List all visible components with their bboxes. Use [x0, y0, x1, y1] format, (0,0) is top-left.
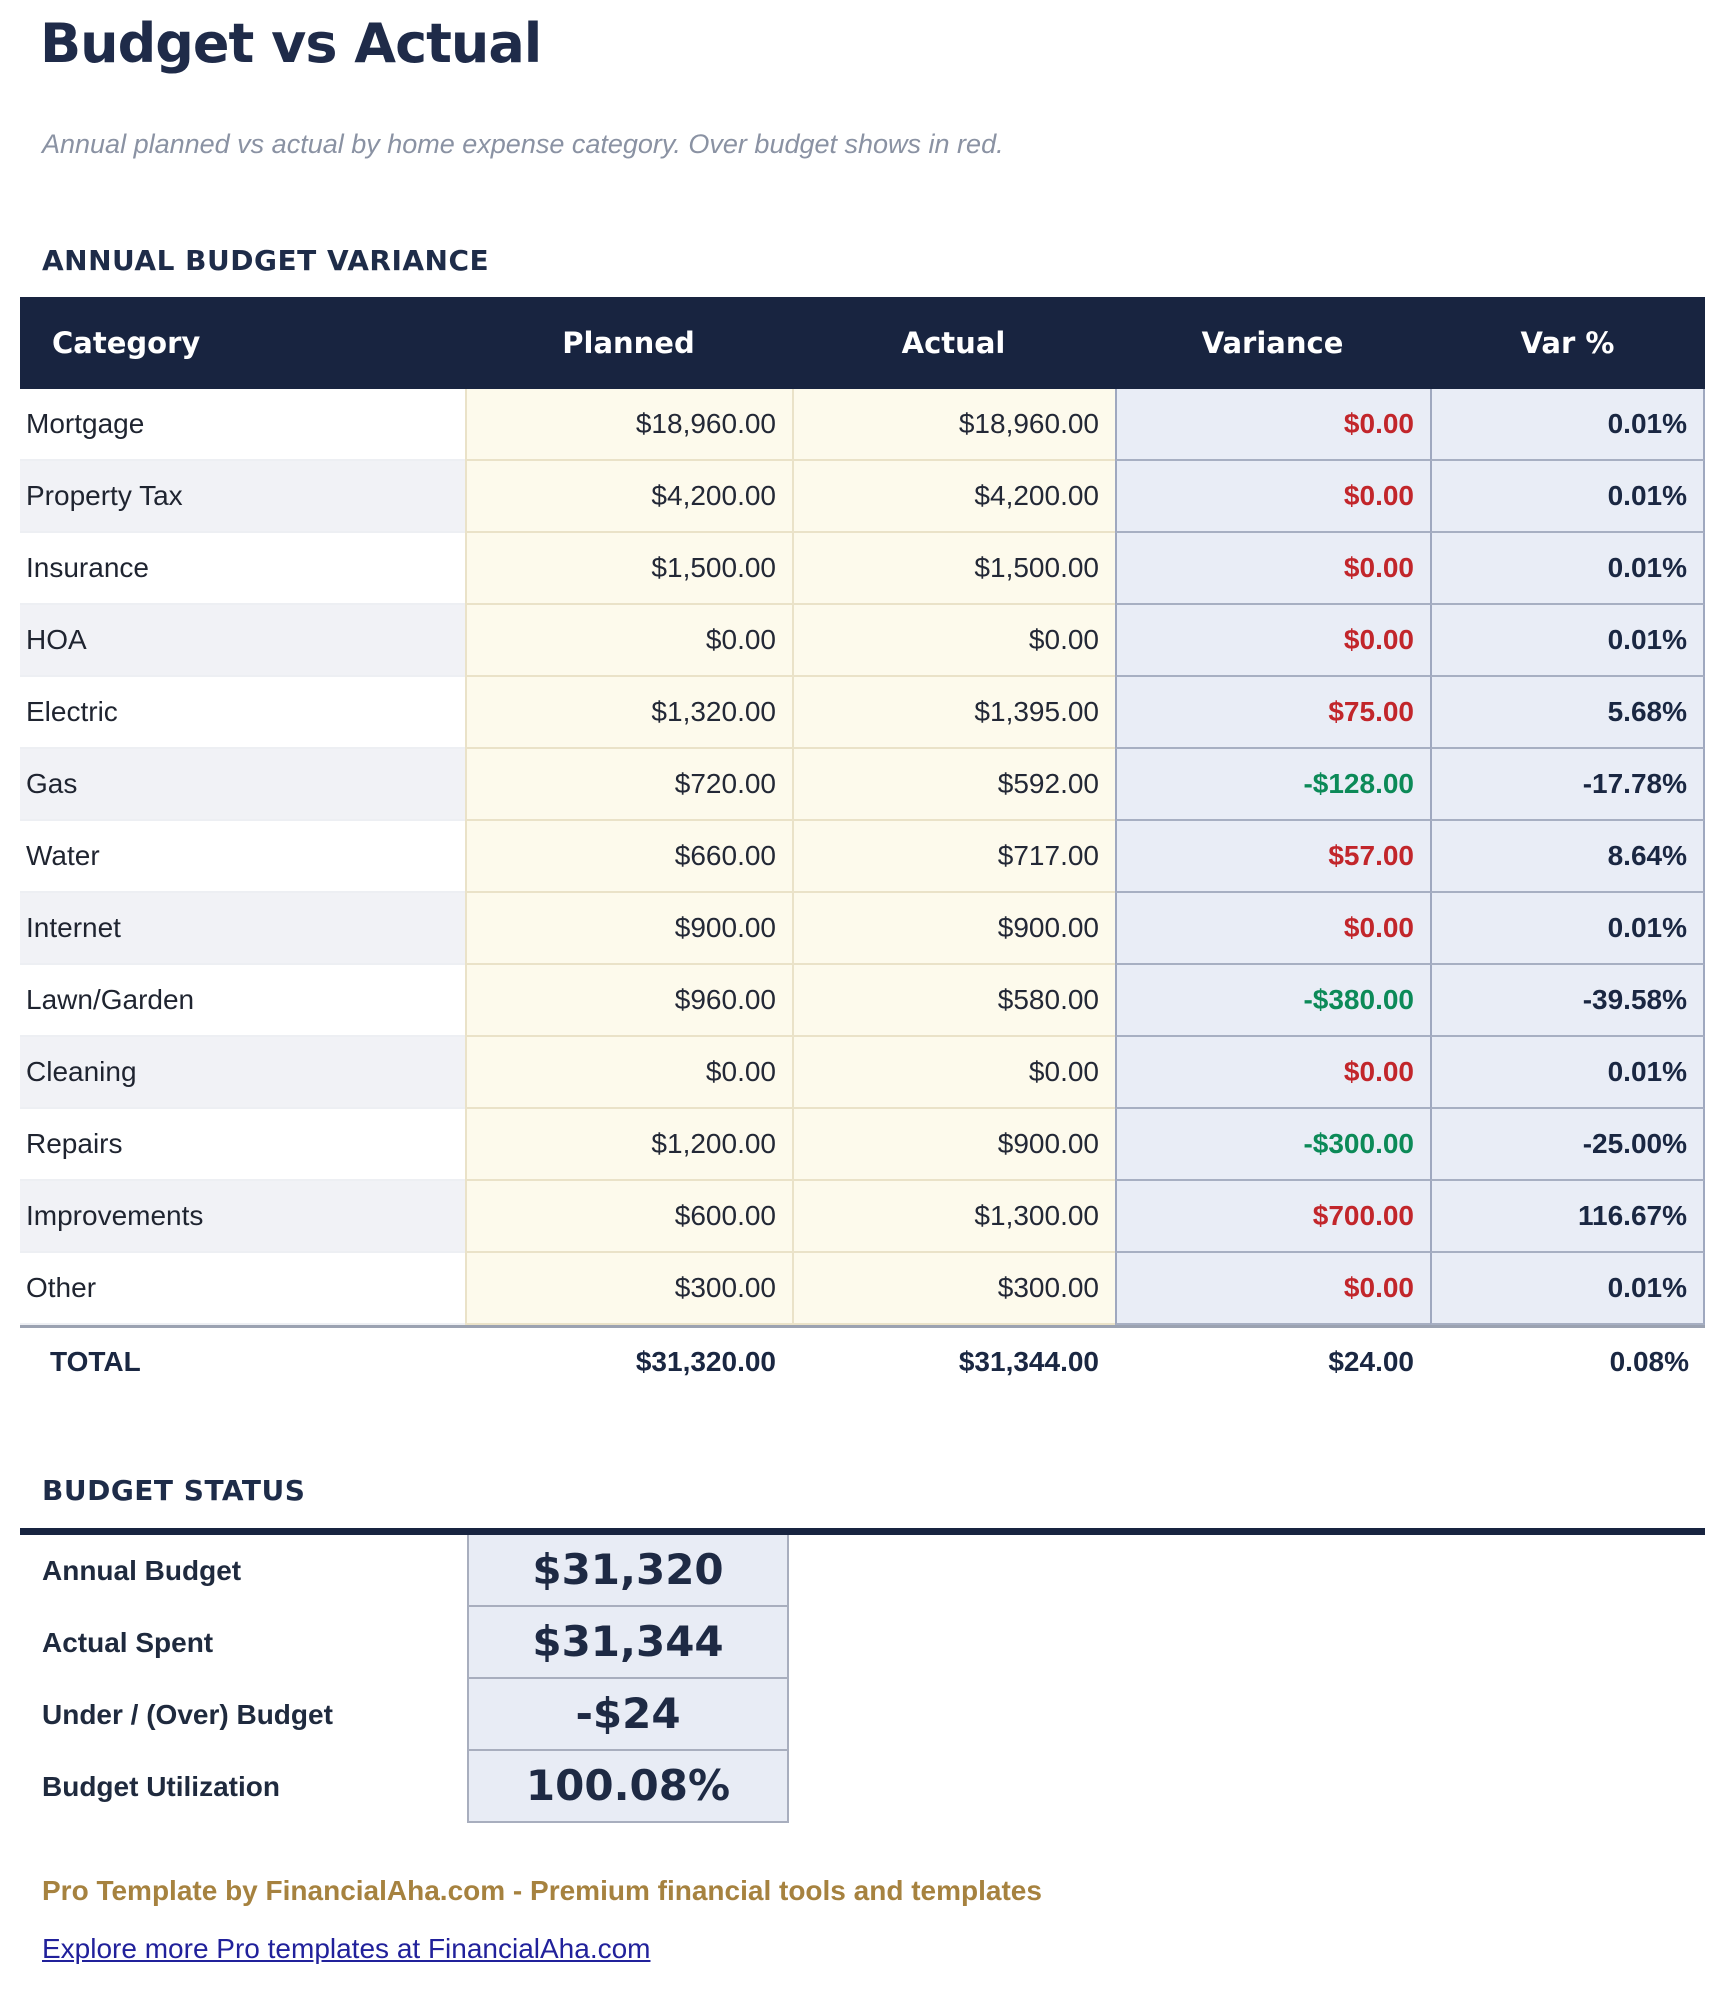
- var-pct-cell: -17.78%: [1430, 749, 1705, 821]
- var-pct-cell: -25.00%: [1430, 1109, 1705, 1181]
- status-value-box: -$24: [467, 1679, 789, 1751]
- table-row: [20, 605, 1705, 677]
- var-pct-cell: 0.01%: [1430, 389, 1705, 461]
- category-cell: Other: [20, 1253, 465, 1325]
- actual-cell: $1,500.00: [792, 533, 1115, 605]
- table-row: [20, 389, 1705, 461]
- total-planned-cell: $31,320.00: [635, 1345, 776, 1377]
- planned-cell: $0.00: [465, 605, 792, 677]
- variance-cell: -$300.00: [1115, 1109, 1430, 1181]
- status-body: [20, 1535, 1705, 1823]
- footer-link[interactable]: Explore more Pro templates at FinancialAha.com: [42, 1932, 651, 1964]
- table-total-row: [20, 1325, 1705, 1395]
- actual-cell: $580.00: [792, 965, 1115, 1037]
- actual-cell: $717.00: [792, 821, 1115, 893]
- status-row-spacer: [789, 1535, 1705, 1607]
- variance-cell: $0.00: [1115, 1253, 1430, 1325]
- table-row: [20, 749, 1705, 821]
- variance-cell: $0.00: [1115, 533, 1430, 605]
- var-pct-cell: 5.68%: [1430, 677, 1705, 749]
- category-cell: Water: [20, 821, 465, 893]
- table-row: [20, 1253, 1705, 1325]
- category-cell: Mortgage: [20, 389, 465, 461]
- status-label: Actual Spent: [42, 1626, 214, 1658]
- category-cell: Internet: [20, 893, 465, 965]
- variance-cell: $0.00: [1115, 461, 1430, 533]
- var-pct-cell: 0.01%: [1430, 893, 1705, 965]
- variance-cell: $700.00: [1115, 1181, 1430, 1253]
- variance-cell: $0.00: [1115, 605, 1430, 677]
- status-row-spacer: [789, 1679, 1705, 1751]
- status-row-spacer: [789, 1607, 1705, 1679]
- category-cell: HOA: [20, 605, 465, 677]
- actual-cell: $4,200.00: [792, 461, 1115, 533]
- variance-cell: -$128.00: [1115, 749, 1430, 821]
- status-row: [20, 1751, 1705, 1823]
- var-pct-cell: 0.01%: [1430, 605, 1705, 677]
- table-row: [20, 1109, 1705, 1181]
- planned-cell: $4,200.00: [465, 461, 792, 533]
- status-value-box: $31,320: [467, 1535, 789, 1607]
- category-cell: Property Tax: [20, 461, 465, 533]
- var-pct-cell: -39.58%: [1430, 965, 1705, 1037]
- status-label: Annual Budget: [42, 1554, 242, 1586]
- total-var-pct-cell: 0.08%: [1609, 1345, 1689, 1377]
- status-value-box: 100.08%: [467, 1751, 789, 1823]
- var-pct-cell: 0.01%: [1430, 1037, 1705, 1109]
- actual-cell: $900.00: [792, 893, 1115, 965]
- planned-cell: $960.00: [465, 965, 792, 1037]
- column-header-category: Category: [52, 326, 201, 361]
- category-cell: Electric: [20, 677, 465, 749]
- column-header-actual: Actual: [901, 326, 1006, 361]
- var-pct-cell: 0.01%: [1430, 461, 1705, 533]
- variance-cell: $75.00: [1115, 677, 1430, 749]
- actual-cell: $300.00: [792, 1253, 1115, 1325]
- table-row: [20, 461, 1705, 533]
- page-subtitle: Annual planned vs actual by home expense category. Over budget shows in red.: [42, 128, 1004, 159]
- category-cell: Repairs: [20, 1109, 465, 1181]
- planned-cell: $1,320.00: [465, 677, 792, 749]
- planned-cell: $18,960.00: [465, 389, 792, 461]
- column-header-var-pct: Var %: [1520, 326, 1615, 361]
- planned-cell: $600.00: [465, 1181, 792, 1253]
- actual-cell: $18,960.00: [792, 389, 1115, 461]
- variance-cell: $0.00: [1115, 389, 1430, 461]
- actual-cell: $0.00: [792, 1037, 1115, 1109]
- actual-cell: $1,300.00: [792, 1181, 1115, 1253]
- var-pct-cell: 116.67%: [1430, 1181, 1705, 1253]
- actual-cell: $900.00: [792, 1109, 1115, 1181]
- category-cell: Improvements: [20, 1181, 465, 1253]
- var-pct-cell: 0.01%: [1430, 1253, 1705, 1325]
- page: [0, 10, 1719, 1989]
- variance-cell: $57.00: [1115, 821, 1430, 893]
- status-label: Budget Utilization: [42, 1770, 280, 1802]
- table-row: [20, 965, 1705, 1037]
- status-row: [20, 1607, 1705, 1679]
- variance-section-heading: ANNUAL BUDGET VARIANCE: [42, 244, 490, 278]
- status-row: [20, 1679, 1705, 1751]
- total-actual-cell: $31,344.00: [958, 1345, 1099, 1377]
- actual-cell: $592.00: [792, 749, 1115, 821]
- var-pct-cell: 0.01%: [1430, 533, 1705, 605]
- table-row: [20, 1181, 1705, 1253]
- category-cell: Insurance: [20, 533, 465, 605]
- status-value-box: $31,344: [467, 1607, 789, 1679]
- status-row-spacer: [789, 1751, 1705, 1823]
- category-cell: Gas: [20, 749, 465, 821]
- planned-cell: $720.00: [465, 749, 792, 821]
- table-row: [20, 677, 1705, 749]
- var-pct-cell: 8.64%: [1430, 821, 1705, 893]
- table-row: [20, 893, 1705, 965]
- column-header-variance: Variance: [1201, 326, 1344, 361]
- table-row: [20, 821, 1705, 893]
- page-title: Budget vs Actual: [40, 12, 542, 75]
- table-row: [20, 533, 1705, 605]
- variance-cell: -$380.00: [1115, 965, 1430, 1037]
- table-body: [20, 389, 1705, 1325]
- planned-cell: $660.00: [465, 821, 792, 893]
- variance-cell: $0.00: [1115, 893, 1430, 965]
- actual-cell: $0.00: [792, 605, 1115, 677]
- planned-cell: $1,500.00: [465, 533, 792, 605]
- status-row: [20, 1535, 1705, 1607]
- table-row: [20, 1037, 1705, 1109]
- category-cell: Cleaning: [20, 1037, 465, 1109]
- planned-cell: $900.00: [465, 893, 792, 965]
- footer-credit: Pro Template by FinancialAha.com - Premium financial tools and templates: [42, 1874, 1042, 1906]
- planned-cell: $1,200.00: [465, 1109, 792, 1181]
- table-header-row: [20, 297, 1705, 389]
- variance-table: [20, 297, 1705, 1395]
- total-label: TOTAL: [50, 1345, 141, 1377]
- status-table: [20, 1528, 1705, 1823]
- status-label: Under / (Over) Budget: [42, 1698, 333, 1730]
- category-cell: Lawn/Garden: [20, 965, 465, 1037]
- variance-cell: $0.00: [1115, 1037, 1430, 1109]
- total-variance-cell: $24.00: [1328, 1345, 1414, 1377]
- planned-cell: $0.00: [465, 1037, 792, 1109]
- status-section-heading: BUDGET STATUS: [42, 1474, 306, 1508]
- column-header-planned: Planned: [562, 326, 695, 361]
- planned-cell: $300.00: [465, 1253, 792, 1325]
- actual-cell: $1,395.00: [792, 677, 1115, 749]
